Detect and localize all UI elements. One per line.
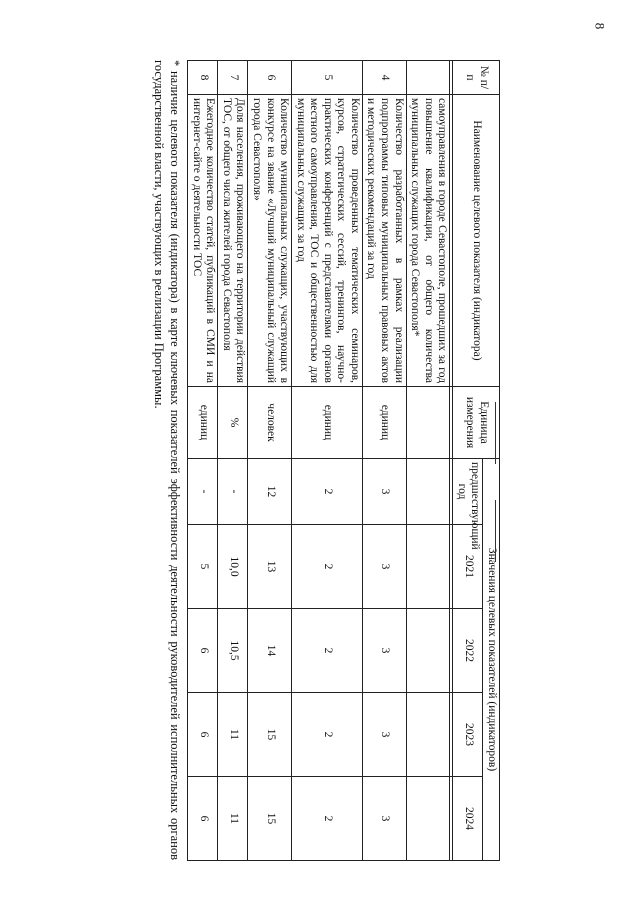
table-row xyxy=(406,61,450,861)
index-cell xyxy=(450,387,453,459)
row-2024: 11 xyxy=(218,777,248,861)
index-cell xyxy=(450,693,453,777)
header-year-2023: 2023 xyxy=(453,693,483,777)
row-name: Доля населения, проживающего на территории действия ТОС, от общего числа жителей города Севастополя xyxy=(218,95,248,387)
row-unit: человек xyxy=(248,387,292,459)
row-name: Количество муниципальных служащих, участвующих в конкурсе на звание «Лучший муниципальный служащий города Севастополя» xyxy=(248,95,292,387)
index-cell xyxy=(450,609,453,693)
table-row xyxy=(292,61,363,861)
row-prev: - xyxy=(218,459,248,525)
row-prev: - xyxy=(188,459,218,525)
row-2022: 2 xyxy=(292,609,363,693)
separator-line xyxy=(495,402,496,464)
index-cell xyxy=(450,61,453,95)
header-year-2022: 2022 xyxy=(453,609,483,693)
row-prev xyxy=(406,459,450,525)
row-num: 8 xyxy=(188,61,218,95)
row-unit: единиц xyxy=(292,387,363,459)
table-row xyxy=(218,61,248,861)
row-prev: 12 xyxy=(248,459,292,525)
row-2022: 3 xyxy=(362,609,406,693)
row-2023: 2 xyxy=(292,693,363,777)
row-2023 xyxy=(406,693,450,777)
row-2022 xyxy=(406,609,450,693)
row-2024: 15 xyxy=(248,777,292,861)
row-2024 xyxy=(406,777,450,861)
row-2021: 10,0 xyxy=(218,525,248,609)
page-number: 8 xyxy=(592,22,608,30)
table-row xyxy=(248,61,292,861)
row-prev: 3 xyxy=(362,459,406,525)
row-unit: % xyxy=(218,387,248,459)
row-num: 7 xyxy=(218,61,248,95)
rotated-content xyxy=(130,60,500,860)
header-unit: Единица измерения xyxy=(453,387,500,459)
footnote: * наличие целевого показателя (индикатора) в карте ключевых показателей эффективности деятельности руководителей исполнительных органов государственной власти, участвующих в реализации Программы. xyxy=(151,60,183,860)
row-2023: 11 xyxy=(218,693,248,777)
header-year-2024: 2024 xyxy=(453,777,483,861)
row-2024: 2 xyxy=(292,777,363,861)
row-name: Количество разработанных в рамках реализации подпрограммы типовых муниципальных правовых актов и методических рекомендаций за год xyxy=(362,95,406,387)
row-prev: 2 xyxy=(292,459,363,525)
row-name: самоуправления в городе Севастополе, прошедших за год повышение квалификации, от общего количества муниципальных служащих города Севастополя* xyxy=(406,95,450,387)
row-2022: 10,5 xyxy=(218,609,248,693)
row-num: 4 xyxy=(362,61,406,95)
row-2021: 3 xyxy=(362,525,406,609)
row-2021: 13 xyxy=(248,525,292,609)
header-values-group: Значения целевых показателей (индикаторов) xyxy=(483,459,500,861)
row-2021: 2 xyxy=(292,525,363,609)
header-name: Наименование целевого показателя (индикатора) xyxy=(453,95,500,387)
header-num: № п/п xyxy=(453,61,500,95)
row-2021 xyxy=(406,525,450,609)
row-2023: 15 xyxy=(248,693,292,777)
index-cell xyxy=(450,459,453,525)
index-cell xyxy=(450,777,453,861)
header-year-2021: 2021 xyxy=(453,525,483,609)
row-unit xyxy=(406,387,450,459)
row-num: 5 xyxy=(292,61,363,95)
header-year-prev: предшествующий год xyxy=(453,459,483,525)
row-2024: 6 xyxy=(188,777,218,861)
row-2023: 3 xyxy=(362,693,406,777)
separator-line xyxy=(495,500,496,562)
index-cell xyxy=(450,525,453,609)
index-row xyxy=(450,61,453,861)
indicators-table xyxy=(187,60,500,861)
row-2023: 6 xyxy=(188,693,218,777)
table-row xyxy=(362,61,406,861)
row-2021: 5 xyxy=(188,525,218,609)
row-unit: единиц xyxy=(362,387,406,459)
row-name: Количество проведенных тематических семинаров, курсов, стратегических сессий, тренингов, научно-практических конференций с представителями органов местного самоуправления, ТОС и общественностью для муниципальных служащих за год xyxy=(292,95,363,387)
table-row xyxy=(188,61,218,861)
row-name: Ежегодное количество статей, публикаций в СМИ и на интернет-сайте о деятельности ТОС xyxy=(188,95,218,387)
index-cell xyxy=(450,95,453,387)
row-2022: 6 xyxy=(188,609,218,693)
row-2022: 14 xyxy=(248,609,292,693)
row-num: 6 xyxy=(248,61,292,95)
row-unit: единиц xyxy=(188,387,218,459)
row-2024: 3 xyxy=(362,777,406,861)
row-num xyxy=(406,61,450,95)
